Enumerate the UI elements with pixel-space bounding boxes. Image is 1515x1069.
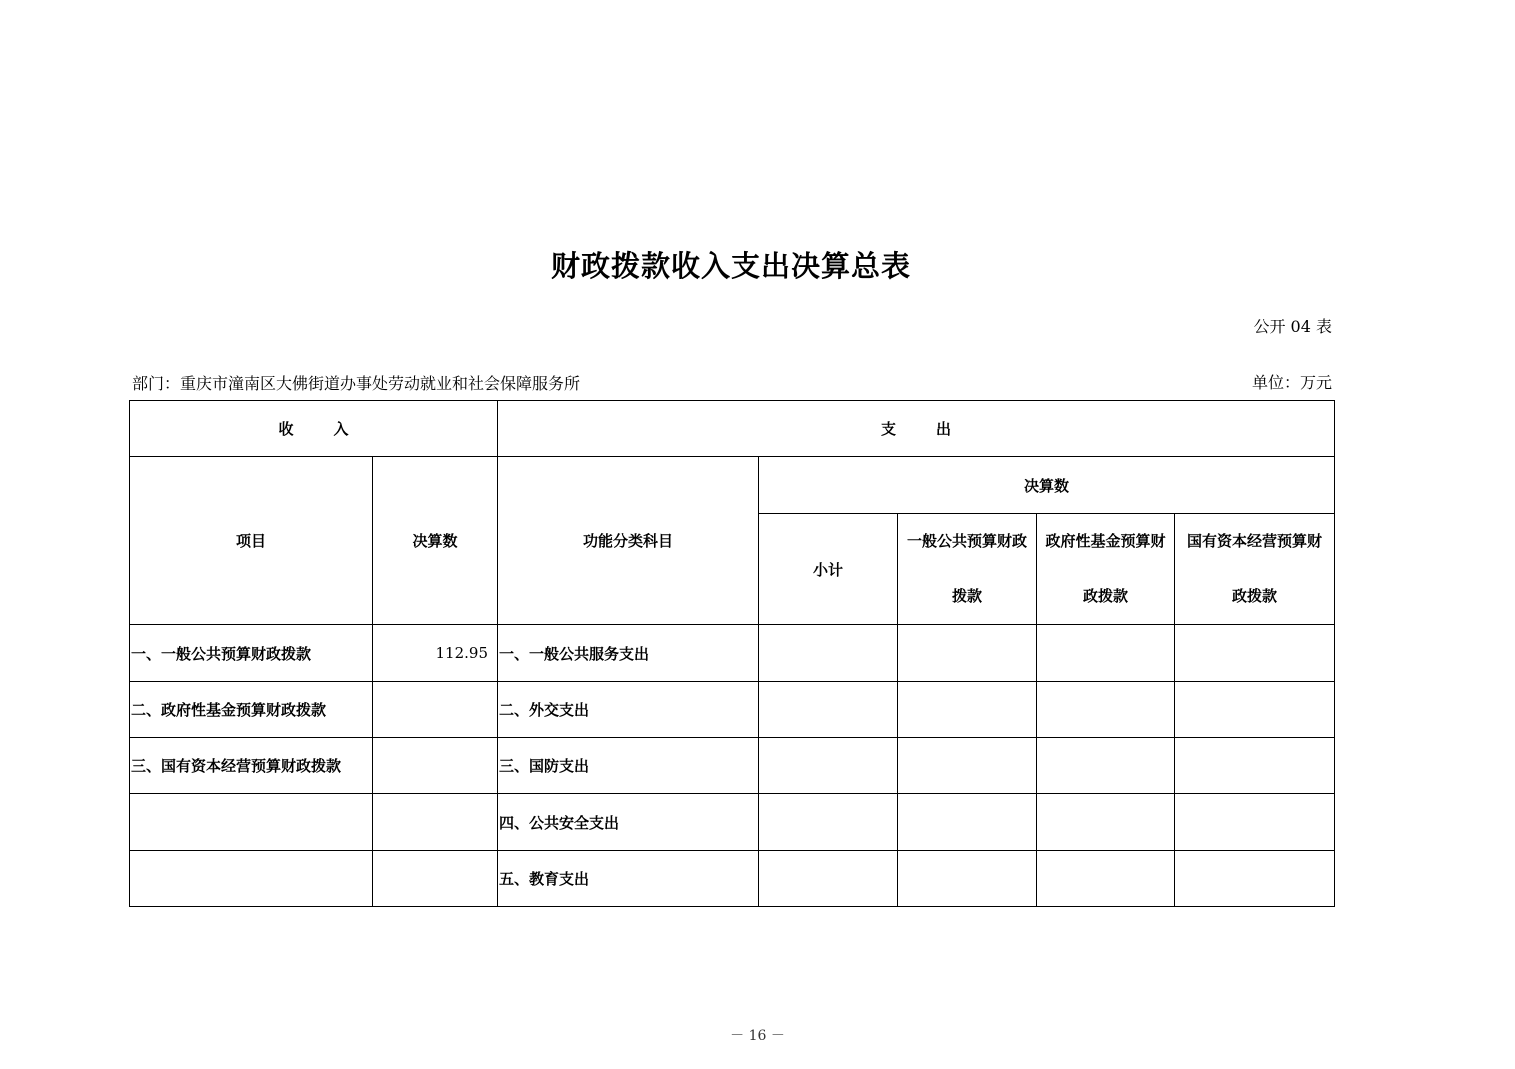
header-state-capital — [1175, 514, 1335, 625]
income-item-cell — [130, 851, 373, 907]
expense-item-cell: 三、国防支出 — [498, 738, 759, 794]
income-amount-cell — [373, 851, 498, 907]
table-row — [130, 794, 1335, 851]
department-label: 部门：重庆市潼南区大佛街道办事处劳动就业和社会保障服务所 — [132, 374, 581, 393]
table-row — [130, 625, 1335, 682]
header-state-capital-line2: 政拨款 — [1232, 587, 1278, 605]
header-general-budget — [898, 514, 1037, 625]
header-general-budget-line2: 拨款 — [951, 587, 982, 605]
income-group-header — [130, 401, 498, 457]
income-item-cell — [130, 794, 373, 851]
header-gov-fund-line2: 政拨款 — [1082, 587, 1128, 605]
income-group-char-2: 入 — [333, 420, 349, 438]
expense-item-cell: 一、一般公共服务支出 — [498, 625, 759, 682]
header-general-budget-line1: 一般公共预算财政 — [906, 532, 1027, 550]
general-budget-cell — [898, 794, 1037, 851]
page-title: 财政拨款收入支出决算总表 — [550, 249, 911, 283]
expense-group-char-2: 出 — [936, 420, 952, 438]
state-capital-cell — [1175, 625, 1335, 682]
table-row — [130, 738, 1335, 794]
subtotal-cell — [759, 794, 898, 851]
header-state-capital-line1: 国有资本经营预算财 — [1187, 532, 1323, 550]
table-row — [130, 851, 1335, 907]
income-amount-cell — [373, 738, 498, 794]
gov-fund-cell — [1037, 794, 1175, 851]
expense-item-cell: 二、外交支出 — [498, 682, 759, 738]
general-budget-cell — [898, 625, 1037, 682]
subtotal-cell — [759, 625, 898, 682]
table-row — [130, 682, 1335, 738]
general-budget-cell — [898, 851, 1037, 907]
form-code: 公开 04 表 — [1253, 317, 1332, 336]
header-amount: 决算数 — [373, 457, 498, 625]
gov-fund-cell — [1037, 738, 1175, 794]
expense-item-cell: 四、公共安全支出 — [498, 794, 759, 851]
header-subtotal: 小计 — [759, 514, 898, 625]
header-function-category: 功能分类科目 — [498, 457, 759, 625]
expense-item-cell: 五、教育支出 — [498, 851, 759, 907]
state-capital-cell — [1175, 682, 1335, 738]
subtotal-cell — [759, 738, 898, 794]
expense-group-header — [498, 401, 1335, 457]
income-group-char-1: 收 — [278, 420, 294, 438]
state-capital-cell — [1175, 794, 1335, 851]
subtotal-cell — [759, 851, 898, 907]
unit-label: 单位：万元 — [1251, 373, 1332, 392]
income-item-cell: 二、政府性基金预算财政拨款 — [130, 682, 373, 738]
general-budget-cell — [898, 682, 1037, 738]
header-final-amount: 决算数 — [759, 457, 1335, 514]
state-capital-cell — [1175, 851, 1335, 907]
gov-fund-cell — [1037, 682, 1175, 738]
subtotal-cell — [759, 682, 898, 738]
income-item-cell: 一、一般公共预算财政拨款 — [130, 625, 373, 682]
expense-group-char-1: 支 — [880, 420, 896, 438]
header-gov-fund — [1037, 514, 1175, 625]
income-amount-cell — [373, 794, 498, 851]
header-item: 项目 — [130, 457, 373, 625]
state-capital-cell — [1175, 738, 1335, 794]
financial-summary-table — [129, 400, 1335, 907]
income-item-cell: 三、国有资本经营预算财政拨款 — [130, 738, 373, 794]
income-amount-cell — [373, 682, 498, 738]
gov-fund-cell — [1037, 851, 1175, 907]
header-gov-fund-line1: 政府性基金预算财 — [1045, 532, 1166, 550]
general-budget-cell — [898, 738, 1037, 794]
page-number: － 16 － — [730, 1028, 785, 1044]
gov-fund-cell — [1037, 625, 1175, 682]
income-amount-cell: 112.95 — [373, 625, 498, 682]
